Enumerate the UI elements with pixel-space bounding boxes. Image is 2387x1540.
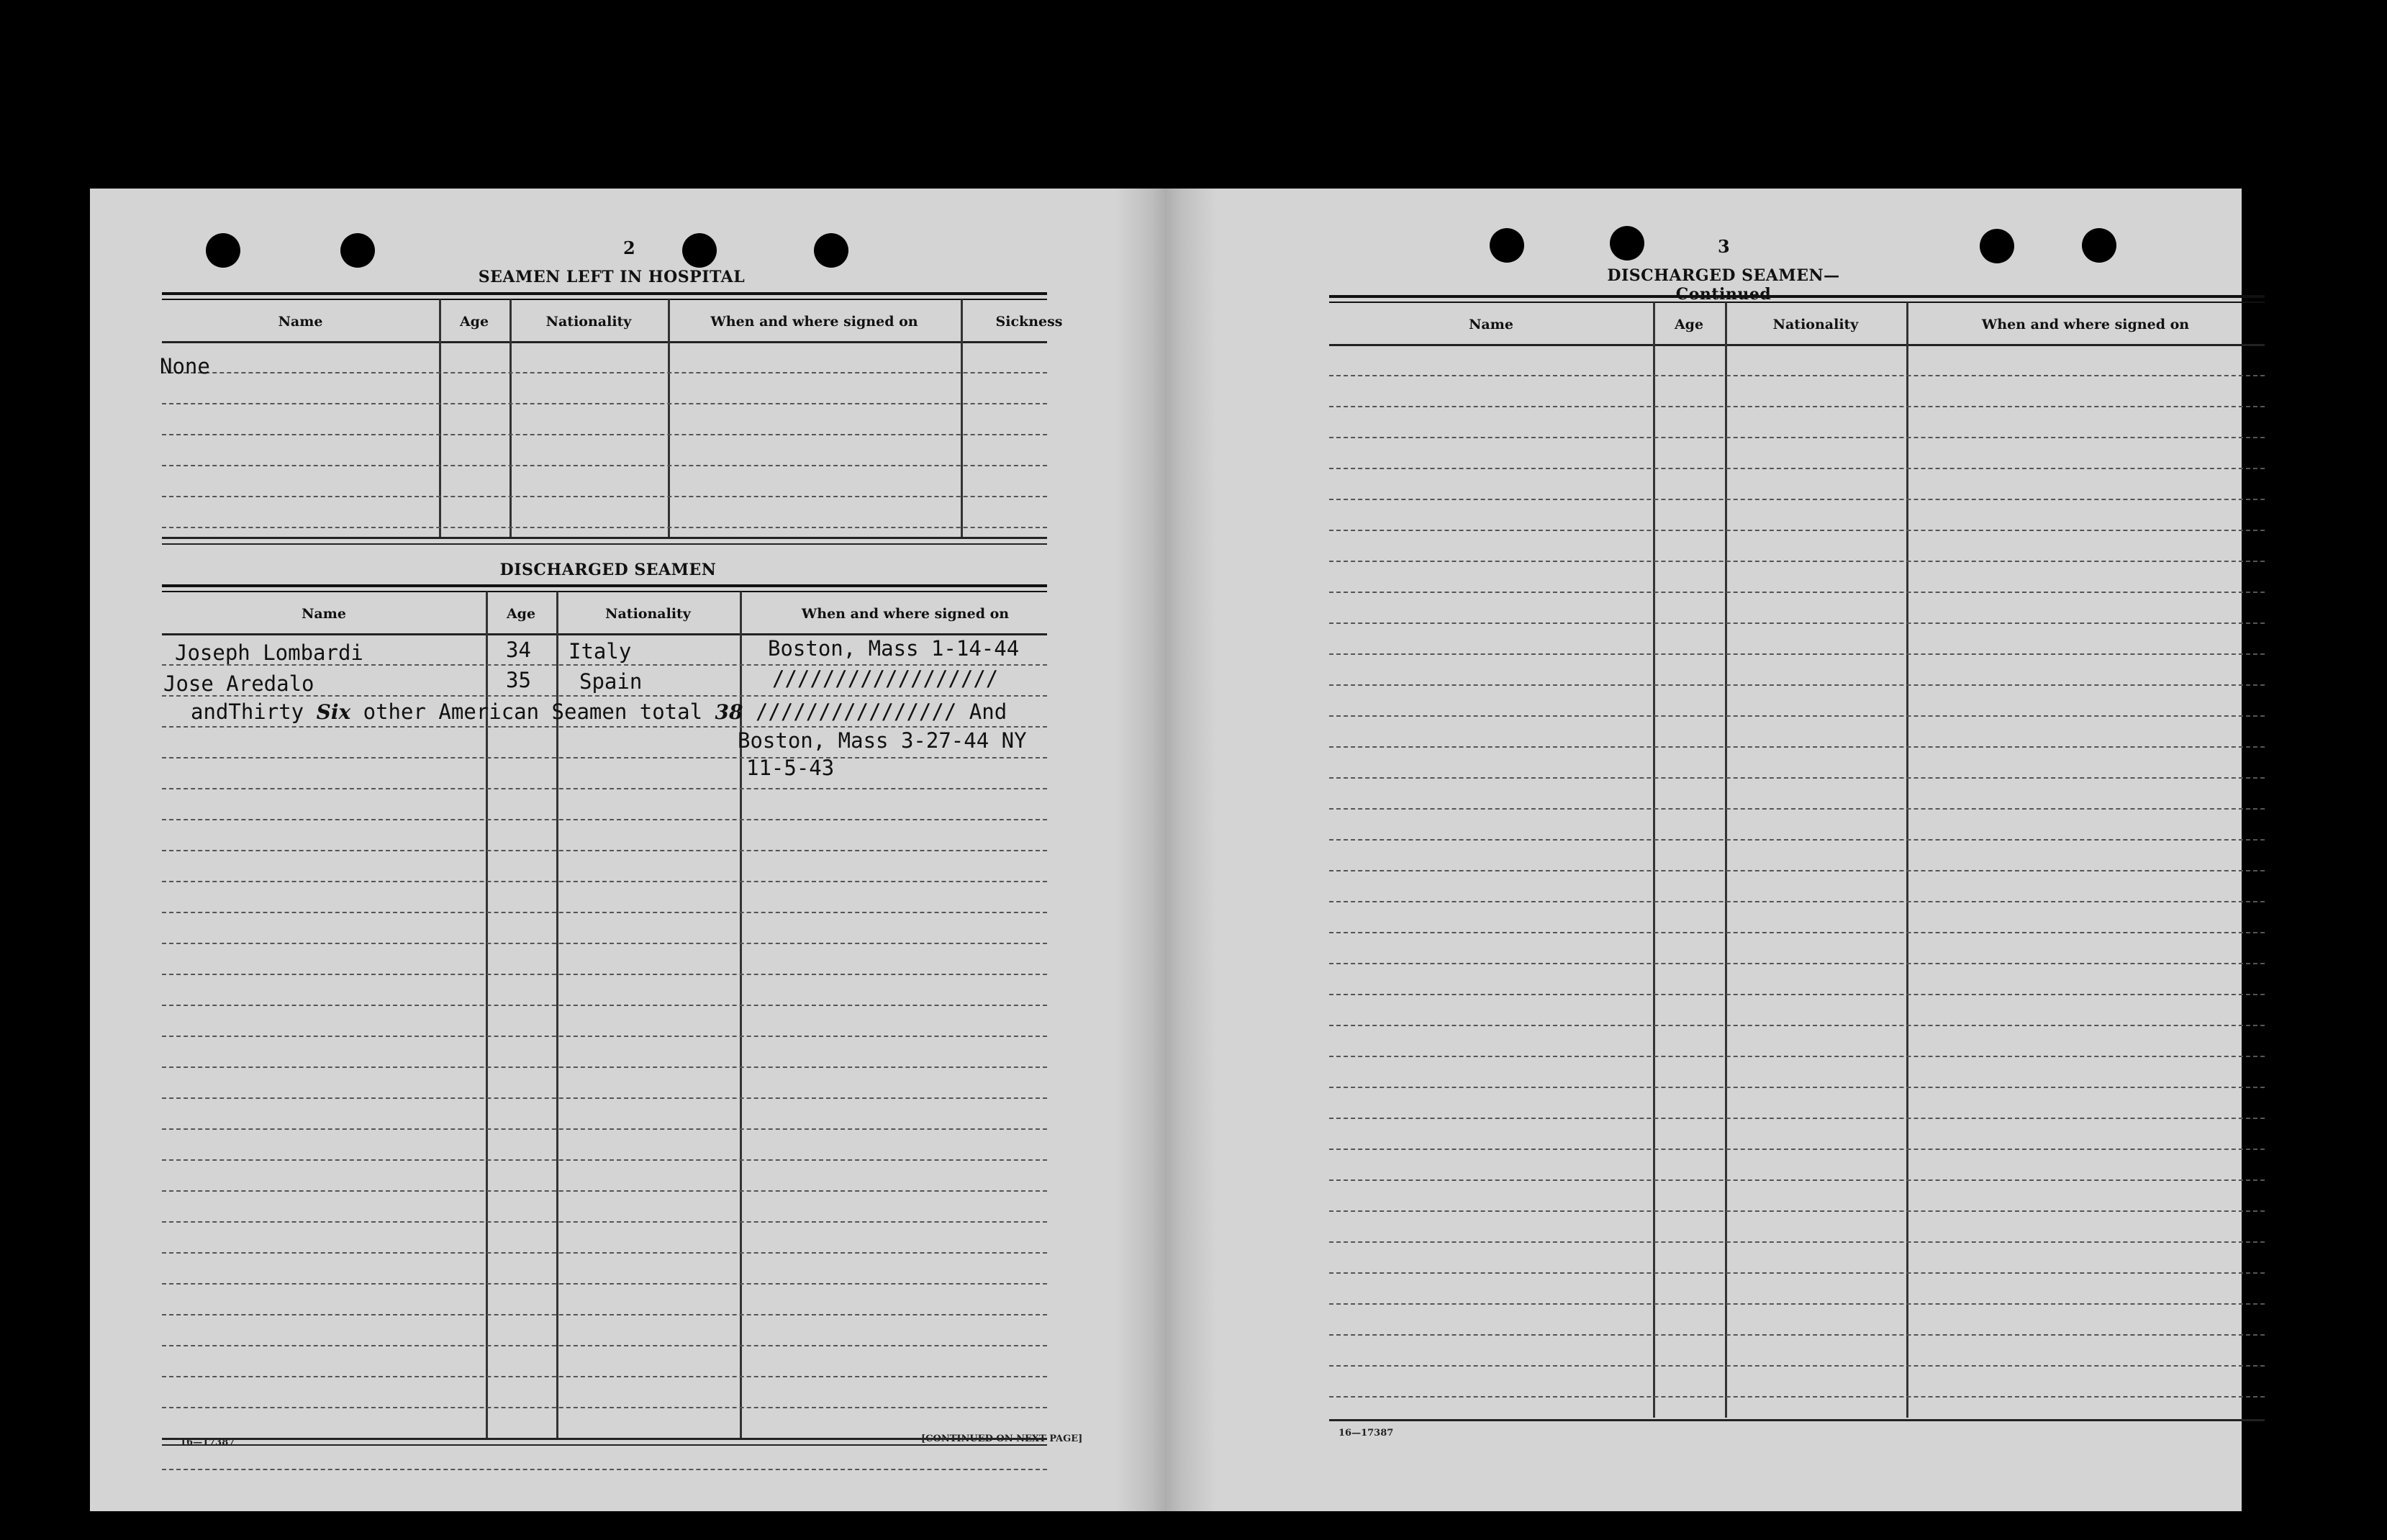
form-number: 16—17387 — [1339, 1428, 1394, 1439]
seaman-1-signed: Boston, Mass 1-14-44 — [768, 636, 1020, 661]
hospital-heading: SEAMEN LEFT IN HOSPITAL — [478, 268, 746, 286]
punch-hole — [1980, 229, 2014, 263]
document-sheet — [90, 189, 2242, 1511]
punch-hole — [682, 233, 717, 268]
seaman-2-signed: ////////////////// — [772, 666, 999, 691]
left-page — [90, 189, 1169, 1511]
heading-main: DISCHARGED SEAMEN — [1607, 266, 1824, 285]
seaman-1-age: 34 — [506, 638, 531, 662]
hospital-col-signed: When and where signed on — [710, 314, 918, 330]
note-prefix: andThirty — [191, 699, 304, 724]
hospital-col-nationality: Nationality — [545, 314, 632, 330]
page-number: 2 — [623, 237, 635, 258]
note-middle: other American Seamen total — [363, 699, 703, 724]
discharged-col-signed: When and where signed on — [801, 606, 1010, 622]
note-line — [191, 699, 1007, 724]
continued-col-age: Age — [1674, 317, 1704, 332]
punch-hole — [1610, 226, 1644, 261]
seaman-2-age: 35 — [506, 668, 531, 692]
hospital-col-sickness: Sickness — [995, 314, 1063, 330]
right-page — [1169, 189, 2242, 1511]
note-slashes: //////////////// — [755, 699, 957, 724]
punch-hole — [2082, 228, 2116, 263]
page-number: 3 — [1718, 236, 1730, 257]
note-line-2: Boston, Mass 3-27-44 NY — [738, 728, 1027, 753]
continued-note: [CONTINUED ON NEXT PAGE] — [921, 1433, 1083, 1444]
punch-hole — [814, 233, 848, 268]
continued-col-name: Name — [1469, 317, 1513, 332]
hospital-col-age: Age — [459, 314, 489, 330]
note-line-3: 11-5-43 — [746, 756, 835, 780]
discharged-table — [162, 584, 1047, 1477]
note-scrawl: Six — [316, 700, 351, 724]
hospital-col-name: Name — [278, 314, 323, 330]
discharged-heading: DISCHARGED SEAMEN — [499, 561, 717, 579]
punch-hole — [1490, 228, 1524, 263]
seaman-1-nationality: Italy — [569, 639, 632, 663]
note-total: 38 — [715, 700, 743, 724]
seaman-2-nationality: Spain — [579, 669, 643, 694]
note-suffix: And — [969, 699, 1007, 724]
continued-col-nationality: Nationality — [1772, 317, 1859, 332]
form-number: 16—17387 — [180, 1437, 235, 1448]
punch-hole — [206, 233, 240, 268]
hospital-entry: None — [160, 354, 210, 379]
discharged-col-nationality: Nationality — [605, 606, 691, 622]
discharged-continued-table — [1329, 295, 2265, 1418]
punch-hole — [340, 233, 375, 268]
discharged-col-age: Age — [506, 606, 536, 622]
seaman-1-name: Joseph Lombardi — [175, 640, 363, 665]
discharged-col-name: Name — [302, 606, 346, 622]
continued-col-signed: When and where signed on — [1981, 317, 2190, 332]
heading-suffix: —Continued — [1675, 266, 1840, 304]
seaman-2-name: Jose Aredalo — [163, 671, 314, 696]
